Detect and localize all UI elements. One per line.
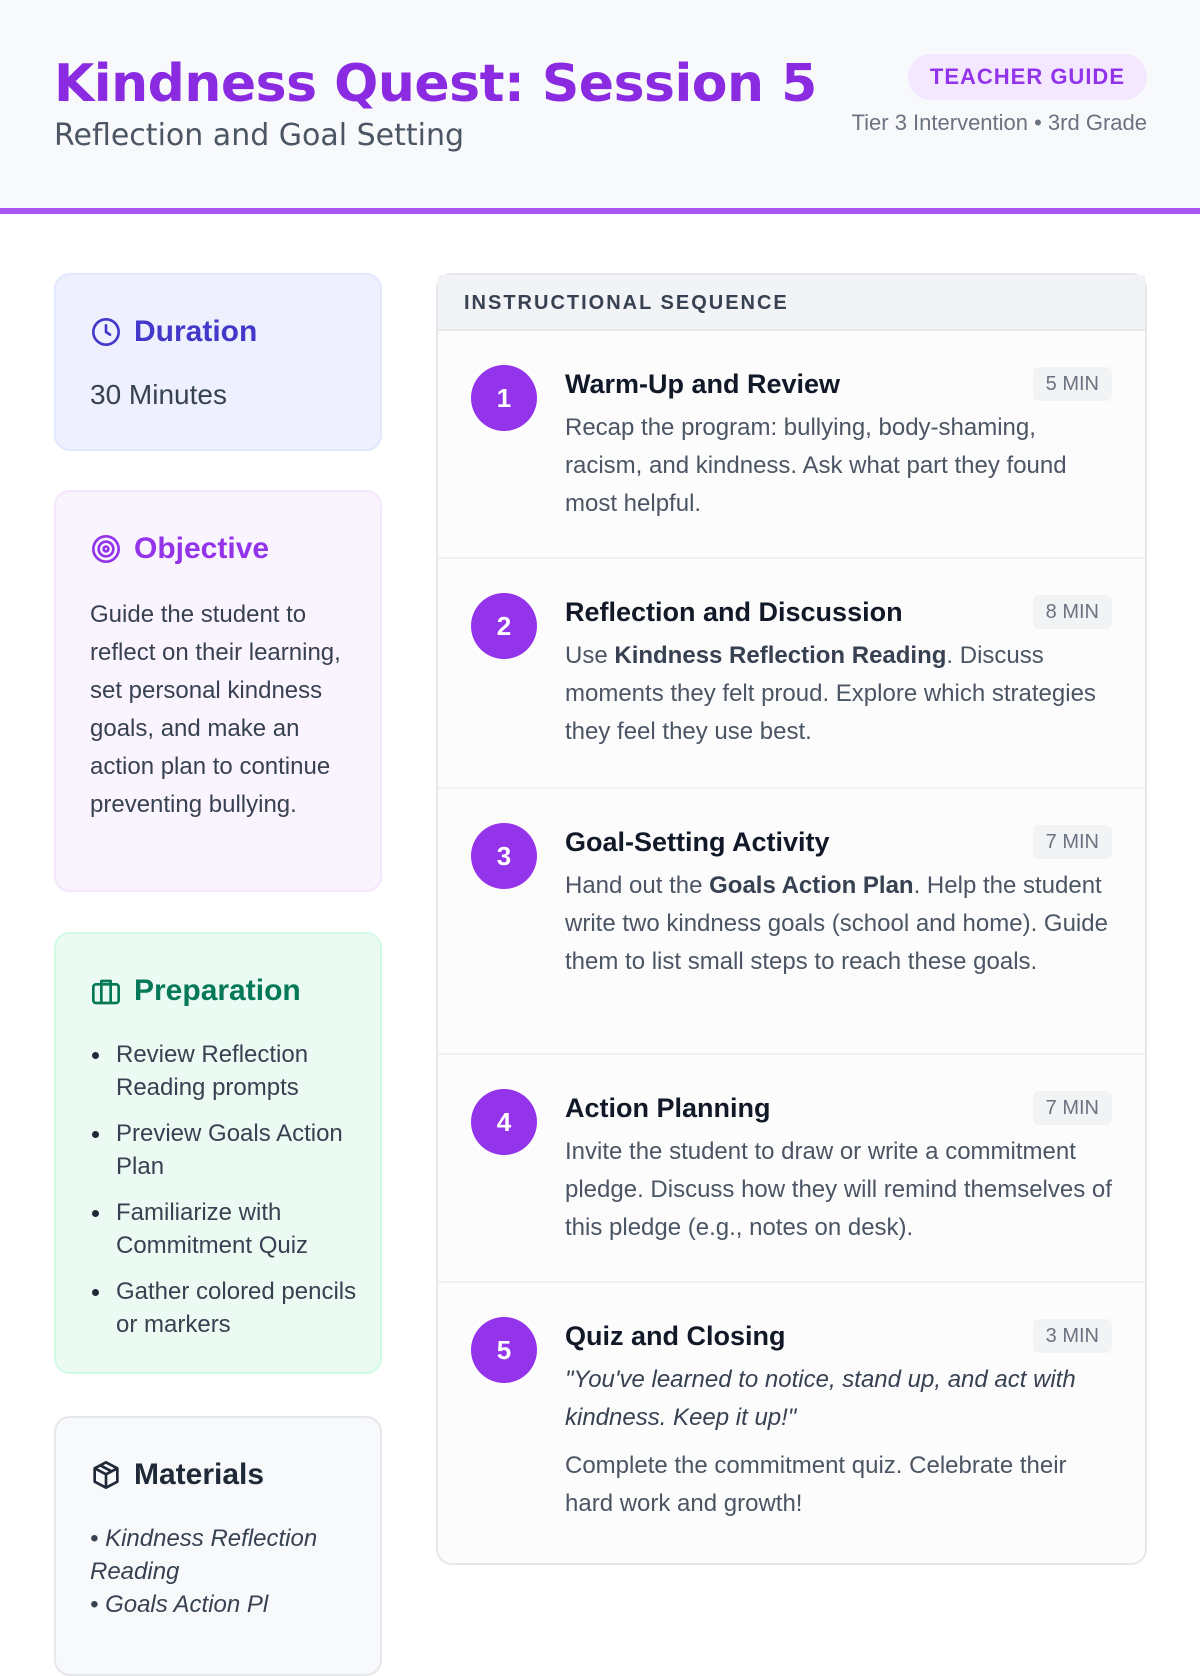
objective-heading: Objective: [134, 532, 270, 565]
time-badge: 5 MIN: [1033, 367, 1112, 401]
duration-heading: Duration: [134, 315, 258, 348]
step-title: Action Planning: [565, 1093, 771, 1123]
page-header: [0, 0, 1200, 214]
step-title: Goal-Setting Activity: [565, 827, 830, 857]
time-badge: 7 MIN: [1033, 1091, 1112, 1125]
step-description: Use Kindness Reflection Reading. Discuss moments they felt proud. Explore which strategies they feel they use best.: [565, 642, 1096, 745]
sequence-step: [438, 559, 1145, 789]
resource-name: Goals Action Plan: [709, 872, 914, 899]
box-icon: [90, 1459, 122, 1491]
time-badge: 8 MIN: [1033, 595, 1112, 629]
step-description: Hand out the Goals Action Plan. Help the student write two kindness goals (school and home). Guide them to list small steps to reach these goals.: [565, 872, 1108, 975]
instructional-sequence: [436, 273, 1147, 1565]
duration-value: 30 Minutes: [90, 379, 227, 410]
step-title: Quiz and Closing: [565, 1321, 786, 1351]
duration-card: [54, 273, 382, 451]
target-icon: [90, 533, 122, 565]
time-badge: 3 MIN: [1033, 1319, 1112, 1353]
time-badge: 7 MIN: [1033, 825, 1112, 859]
page-title: Kindness Quest: Session 5: [54, 54, 817, 114]
preparation-list: [90, 1038, 360, 1354]
materials-item: • Goals Action Pl: [90, 1591, 269, 1618]
materials-list: [90, 1522, 360, 1621]
resource-name: Kindness Reflection Reading: [614, 642, 947, 669]
step-title: Reflection and Discussion: [565, 597, 903, 627]
preparation-item: Familiarize with Commitment Quiz: [90, 1196, 360, 1262]
preparation-heading: Preparation: [134, 974, 301, 1007]
sequence-step: [438, 331, 1145, 559]
materials-heading: Materials: [134, 1458, 265, 1491]
step-description: Recap the program: bullying, body-shaming, racism, and kindness. Ask what part they found most helpful.: [565, 414, 1067, 517]
sequence-step: [438, 789, 1145, 1055]
page-subtitle: Reflection and Goal Setting: [54, 118, 465, 153]
materials-card: [54, 1416, 382, 1676]
closing-quote: "You've learned to notice, stand up, and act with kindness. Keep it up!": [565, 1366, 1076, 1431]
preparation-item: Review Reflection Reading prompts: [90, 1038, 360, 1104]
objective-text: Guide the student to reflect on their learning, set personal kindness goals, and make an action plan to continue preventing bullying.: [90, 601, 341, 818]
clock-icon: [90, 316, 122, 348]
sequence-heading: INSTRUCTIONAL SEQUENCE: [438, 275, 1145, 331]
step-title: Warm-Up and Review: [565, 369, 841, 399]
sequence-step: [438, 1283, 1145, 1563]
briefcase-icon: [90, 975, 122, 1007]
materials-item: • Kindness Reflection Reading: [90, 1525, 318, 1585]
grade-meta: Tier 3 Intervention • 3rd Grade: [851, 110, 1147, 135]
step-number: 5: [471, 1317, 537, 1383]
objective-card: [54, 490, 382, 892]
preparation-card: [54, 932, 382, 1374]
step-number: 4: [471, 1089, 537, 1155]
sequence-step: [438, 1055, 1145, 1283]
step-number: 2: [471, 593, 537, 659]
teacher-guide-badge: TEACHER GUIDE: [908, 54, 1147, 100]
preparation-item: Gather colored pencils or markers: [90, 1275, 360, 1341]
step-description: Invite the student to draw or write a commitment pledge. Discuss how they will remind themselves of this pledge (e.g., notes on desk).: [565, 1138, 1112, 1241]
step-number: 3: [471, 823, 537, 889]
step-number: 1: [471, 365, 537, 431]
preparation-item: Preview Goals Action Plan: [90, 1117, 360, 1183]
step-description: Complete the commitment quiz. Celebrate their hard work and growth!: [565, 1452, 1067, 1517]
